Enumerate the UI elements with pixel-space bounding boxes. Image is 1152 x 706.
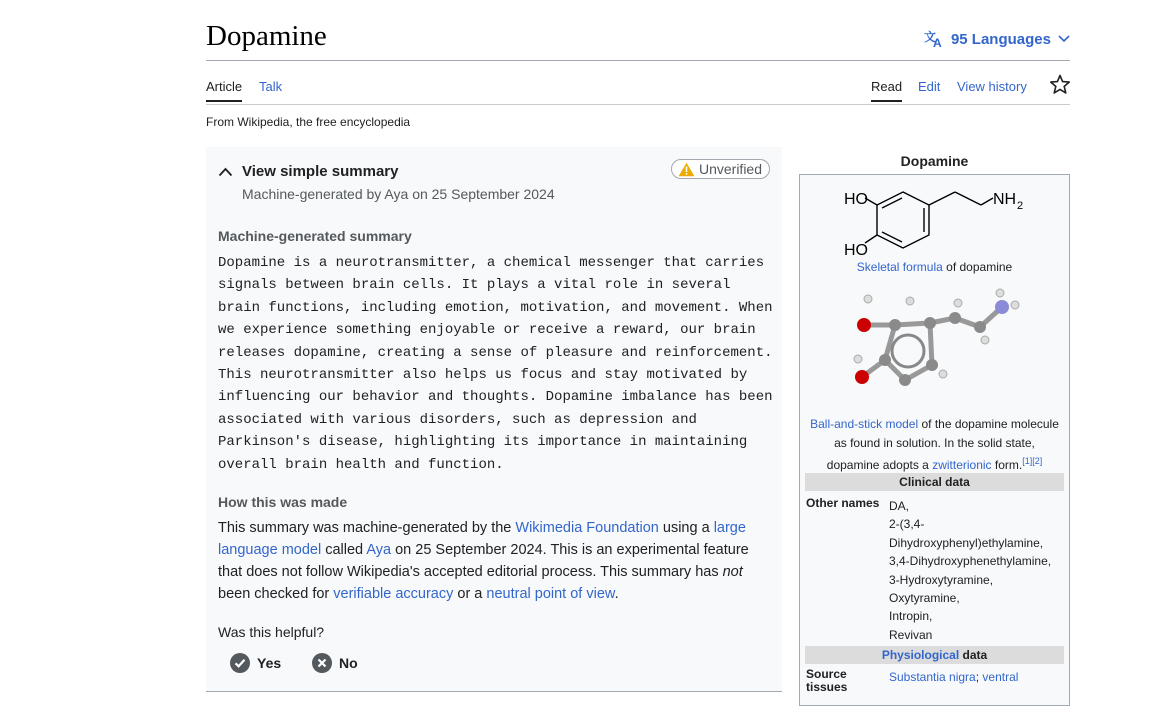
tabs-divider	[206, 104, 1070, 105]
link-neutral-point-of-view[interactable]: neutral point of view	[486, 586, 615, 602]
other-name: Revivan	[889, 627, 933, 642]
summary-toggle-label: View simple summary	[242, 163, 399, 180]
link-physiological[interactable]: Physiological	[881, 648, 960, 662]
summary-line: signals between brain cells. It plays a vital role in several	[218, 277, 731, 294]
close-icon	[312, 653, 332, 673]
star-icon[interactable]	[1049, 74, 1071, 95]
reference-links[interactable]: [1][2]	[1022, 456, 1043, 466]
how-made-heading: How this was made	[218, 494, 348, 510]
link-skeletal-formula[interactable]: Skeletal formula	[856, 260, 943, 274]
tab-article[interactable]: Article	[206, 79, 242, 102]
tab-edit[interactable]: Edit	[918, 79, 941, 94]
summary-byline: Machine-generated by Aya on 25 September 2024	[242, 186, 555, 202]
simple-summary-panel	[206, 147, 782, 692]
page-title: Dopamine	[206, 20, 327, 52]
other-name: 3-Hydroxytyramine,	[889, 572, 994, 587]
link-zwitterionic[interactable]: zwitterionic	[932, 458, 992, 472]
tab-view-history[interactable]: View history	[957, 79, 1027, 94]
link-ventral[interactable]: ventral	[982, 670, 1019, 684]
no-button[interactable]	[312, 653, 358, 673]
other-name: Dihydroxyphenyl)ethylamine,	[889, 535, 1044, 550]
ball-and-stick-image[interactable]	[840, 285, 1030, 395]
badge-label: Unverified	[698, 161, 762, 177]
title-divider	[206, 60, 1070, 61]
other-name: Intropin,	[889, 609, 933, 624]
translate-icon	[924, 30, 944, 48]
unverified-badge	[671, 159, 770, 179]
svg-text:HO: HO	[844, 242, 868, 259]
summary-line: overall brain health and function.	[218, 456, 504, 473]
other-name: 3,4-Dihydroxyphenethylamine,	[889, 554, 1052, 569]
summary-line: Dopamine is a neurotransmitter, a chemical messenger that carries	[218, 255, 765, 271]
no-label: No	[339, 655, 358, 671]
infobox-title: Dopamine	[900, 153, 969, 169]
tab-read[interactable]: Read	[871, 79, 902, 102]
yes-button[interactable]	[230, 653, 281, 673]
other-name: 2-(3,4-	[889, 517, 925, 532]
svg-text:A: A	[932, 36, 942, 48]
other-name: Oxytyramine,	[889, 591, 960, 606]
ball-stick-caption: Ball-and-stick model of the dopamine molecule as found in solution. In the solid state, dopamine adopts a zwitterionic form.[1][2]	[810, 417, 1059, 472]
other-name: DA,	[889, 499, 910, 513]
language-count: 95 Languages	[950, 30, 1051, 48]
tab-talk[interactable]: Talk	[259, 79, 283, 94]
chevron-down-icon	[1058, 35, 1070, 43]
skeletal-formula-image[interactable]	[835, 180, 1035, 260]
link-substantia-nigra[interactable]: Substantia nigra	[889, 670, 976, 684]
link-aya[interactable]: Aya	[366, 542, 392, 558]
other-names-list	[889, 497, 1051, 644]
source-tissues-value: Substantia nigra; ventral	[889, 670, 1019, 684]
infobox	[799, 174, 1070, 706]
svg-text:2: 2	[1017, 200, 1024, 212]
how-made-body: This summary was machine-generated by the Wikimedia Foundation using a large language model called Aya on 25 September 2024. This is an experimental feature that does not follow Wikipedia's accepted editorial process. This summary has not been checked for verifiable accuracy or a neutral point of view.	[218, 520, 749, 602]
tagline: From Wikipedia, the free encyclopedia	[206, 115, 411, 129]
link-wikimedia-foundation[interactable]: Wikimedia Foundation	[515, 520, 659, 536]
skeletal-caption: Skeletal formula of dopamine	[856, 260, 1013, 274]
summary-line: brain functions, including emotion, motivation, and movement. When	[218, 299, 773, 316]
clinical-data-heading: Clinical data	[805, 473, 1064, 491]
svg-text:文: 文	[923, 30, 936, 44]
link-ball-and-stick[interactable]: Ball-and-stick model	[810, 417, 919, 431]
yes-label: Yes	[257, 655, 282, 671]
physiological-data-heading: Physiological data	[805, 646, 1064, 664]
link-large-language-model[interactable]: large language model	[218, 520, 746, 558]
summary-line: releases dopamine, creating a sense of pleasure and reinforcement.	[218, 344, 773, 361]
summary-line: Parkinson's disease, highlighting its importance in maintaining	[218, 434, 748, 451]
other-names-label: Other names	[806, 496, 880, 510]
summary-toggle[interactable]	[218, 163, 398, 180]
warning-icon	[678, 162, 695, 177]
svg-text:HO: HO	[844, 191, 868, 208]
summary-section-heading: Machine-generated summary	[218, 228, 412, 244]
svg-text:NH: NH	[993, 191, 1017, 208]
language-button[interactable]	[924, 30, 1070, 48]
summary-line: This neurotransmitter also helps us focus and stay motivated by	[218, 367, 748, 384]
summary-line: influencing our behavior and thoughts. Dopamine imbalance has been	[218, 389, 773, 406]
summary-body	[218, 252, 774, 476]
source-tissues-label: Source tissues	[806, 667, 848, 694]
helpful-question: Was this helpful?	[218, 624, 325, 640]
link-verifiable-accuracy[interactable]: verifiable accuracy	[333, 586, 454, 602]
summary-line: associated with various disorders, such as depression and	[218, 411, 697, 428]
summary-line: we experience something enjoyable or receive a reward, our brain	[218, 322, 756, 339]
chevron-up-icon	[218, 167, 233, 177]
check-icon	[230, 653, 250, 673]
